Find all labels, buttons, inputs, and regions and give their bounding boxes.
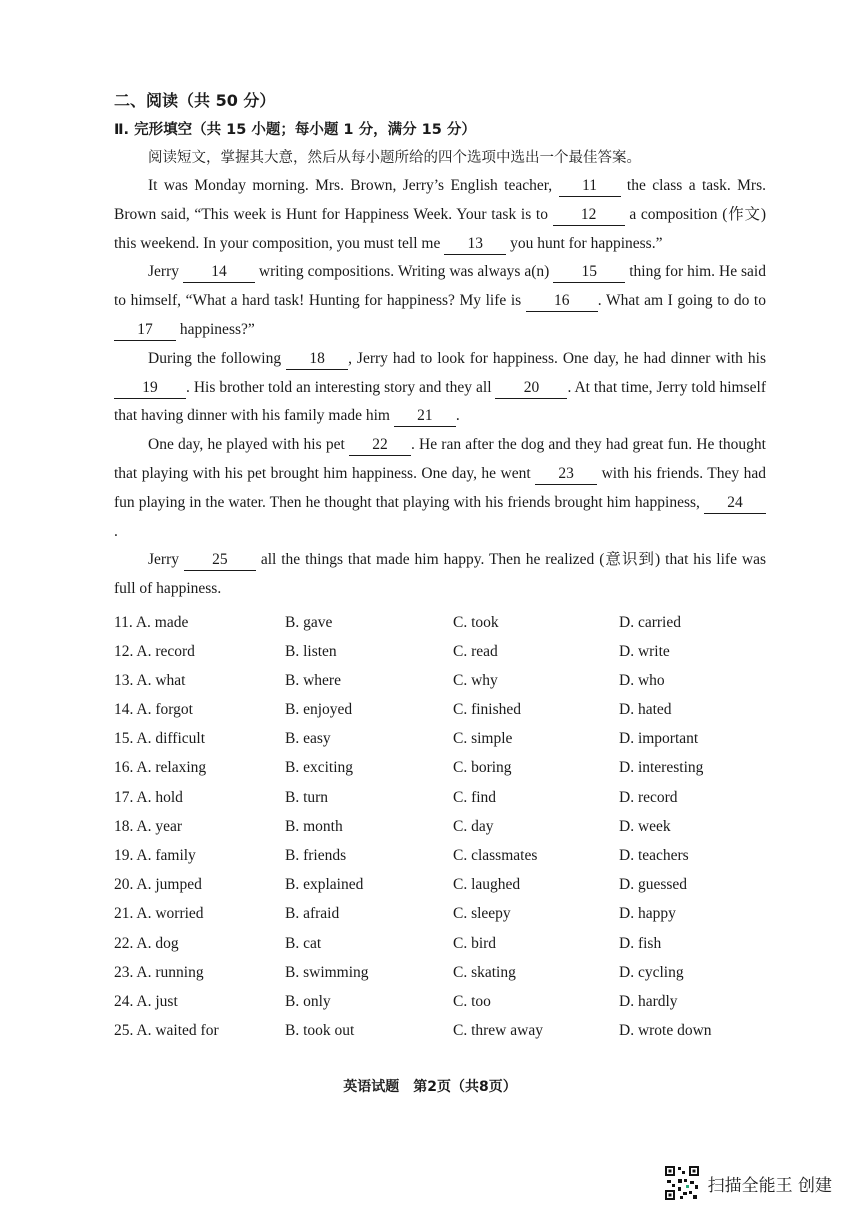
option-a-cell (114, 876, 285, 894)
blank-19: 19 (114, 378, 186, 399)
option-b: B. enjoyed (285, 701, 353, 719)
option-d: D. wrote down (619, 1022, 712, 1040)
option-c: C. simple (453, 730, 513, 748)
option-c: C. skating (453, 963, 516, 981)
question-number: 17. (114, 788, 134, 806)
option-b: B. exciting (285, 759, 354, 777)
option-row-15 (114, 725, 766, 754)
option-d: D. hardly (619, 992, 678, 1010)
passage-text: Jerry (148, 263, 183, 281)
blank-22: 22 (349, 435, 411, 456)
passage-text: . What am I going to do to (597, 292, 766, 310)
option-a: A. worried (136, 905, 204, 923)
option-row-13 (114, 666, 766, 695)
option-a: A. relaxing (136, 759, 207, 777)
option-b: B. easy (285, 730, 331, 748)
option-a: A. waited for (136, 1022, 219, 1040)
passage-text: happiness?” (176, 320, 255, 338)
option-row-18 (114, 812, 766, 841)
option-c: C. find (453, 788, 497, 806)
option-b: B. afraid (285, 905, 340, 923)
instruction: 阅读短文，掌握其大意，然后从每小题所给的四个选项中选出一个最佳答案。 (148, 150, 641, 166)
option-a-cell (114, 935, 285, 953)
blank-20: 20 (495, 378, 567, 399)
question-number: 19. (114, 847, 134, 865)
passage-text: you hunt for happiness.” (506, 234, 663, 252)
passage-paragraph (114, 258, 766, 344)
blank-25: 25 (184, 550, 256, 571)
option-d: D. fish (619, 934, 662, 952)
option-b: B. listen (285, 642, 337, 660)
option-a-cell (114, 643, 285, 661)
option-b: B. turn (285, 788, 329, 806)
passage-text: . (455, 407, 460, 425)
option-d: D. important (619, 730, 699, 748)
question-number: 25. (114, 1022, 134, 1040)
option-a: A. made (135, 613, 189, 631)
question-number: 13. (114, 671, 134, 689)
option-a: A. hold (136, 788, 183, 806)
option-a-cell (114, 701, 285, 719)
option-d: D. guessed (619, 876, 688, 894)
option-d: D. record (619, 788, 678, 806)
question-number: 24. (114, 992, 134, 1010)
option-b: B. took out (285, 1022, 355, 1040)
option-c: C. day (453, 817, 494, 835)
option-row-11 (114, 608, 766, 637)
passage-text: . He ran after the dog and they had great fun. He thought that playing with his pet brought him happiness. One day, he went (114, 436, 766, 482)
passage-text: writing compositions. Writing was always a(n) (254, 263, 554, 281)
passage-text: One day, he played with his pet (148, 436, 349, 454)
watermark-text: 扫描全能王 创建 (707, 1175, 832, 1196)
passage-text: , Jerry had to look for happiness. One day, he had dinner with his (348, 349, 766, 367)
option-a: A. running (136, 963, 204, 981)
option-c: C. too (453, 992, 491, 1010)
option-c: C. laughed (453, 876, 521, 894)
blank-14: 14 (183, 262, 255, 283)
option-a-cell (114, 672, 285, 690)
option-c: C. classmates (453, 847, 538, 865)
option-a-cell (114, 789, 285, 807)
option-a-cell (114, 847, 285, 865)
option-d: D. interesting (619, 759, 704, 777)
option-a-cell (114, 964, 285, 982)
qr-code-icon (664, 1165, 700, 1201)
blank-21: 21 (394, 406, 456, 427)
passage-text: thing for him. He said to himself, “What a hard task! Hunting for happiness? My life is (114, 263, 766, 310)
option-a: A. difficult (136, 730, 205, 748)
question-number: 18. (114, 817, 134, 835)
question-number: 15. (114, 730, 134, 748)
passage-paragraph (114, 431, 766, 546)
blank-16: 16 (526, 291, 598, 312)
option-a: A. just (136, 992, 178, 1010)
option-d: D. week (619, 817, 671, 835)
option-row-23 (114, 958, 766, 987)
option-a-cell (114, 993, 285, 1011)
question-number: 14. (114, 701, 134, 719)
option-row-25 (114, 1017, 766, 1046)
option-c: C. took (453, 613, 499, 631)
option-b: B. gave (285, 613, 333, 631)
option-c: C. finished (453, 701, 522, 719)
passage-text: During the following (148, 349, 287, 367)
blank-23: 23 (535, 464, 597, 485)
option-a-cell (114, 1022, 285, 1040)
blank-24: 24 (704, 493, 766, 514)
option-d: D. hated (619, 701, 672, 719)
subsection-title: Ⅱ. 完形填空（共 15 小题；每小题 1 分，满分 15 分） (114, 122, 476, 138)
question-number: 12. (114, 642, 134, 660)
passage-paragraph (114, 172, 766, 258)
option-a-cell (114, 614, 285, 632)
passage-text: . His brother told an interesting story and they all (186, 378, 496, 396)
option-row-16 (114, 754, 766, 783)
option-row-14 (114, 696, 766, 725)
option-a: A. forgot (136, 701, 193, 719)
option-a-cell (114, 759, 285, 777)
passage-text: . (114, 522, 118, 540)
answer-options (114, 608, 766, 1046)
passage-text: Jerry (148, 551, 184, 569)
passage-paragraph (114, 345, 766, 431)
option-c: C. boring (453, 759, 512, 777)
question-number: 22. (114, 934, 134, 952)
option-row-24 (114, 987, 766, 1016)
option-c: C. sleepy (453, 905, 511, 923)
passage-text: the class a task. Mrs. Brown said, “This week is Hunt for Happiness Week. Your task is to (114, 177, 767, 223)
option-b: B. where (285, 671, 341, 689)
exam-page (114, 88, 766, 1046)
option-d: D. cycling (619, 963, 684, 981)
passage-text: a composition (作文) this weekend. In your composition, you must tell me (114, 205, 767, 252)
blank-17: 17 (114, 320, 176, 341)
question-number: 20. (114, 876, 134, 894)
page-footer: 英语试题 第2页（共8页） (343, 1079, 517, 1095)
option-row-21 (114, 900, 766, 929)
option-a: A. year (136, 817, 183, 835)
option-c: C. why (453, 671, 498, 689)
question-number: 16. (114, 759, 134, 777)
passage-paragraph (114, 546, 766, 604)
passage-text: It was Monday morning. Mrs. Brown, Jerry’s English teacher, (148, 177, 559, 194)
passage-text: . At that time, Jerry told himself that having dinner with his family made him (114, 378, 766, 425)
question-number: 23. (114, 963, 134, 981)
option-d: D. write (619, 642, 670, 660)
section-title: 二、阅读（共 50 分） (114, 91, 276, 110)
option-c: C. bird (453, 934, 497, 952)
option-a: A. what (136, 671, 186, 689)
blank-11: 11 (559, 176, 621, 197)
blank-12: 12 (553, 205, 625, 226)
option-d: D. who (619, 671, 665, 689)
scanner-watermark (664, 1165, 832, 1201)
option-row-20 (114, 871, 766, 900)
option-b: B. explained (285, 876, 364, 894)
option-row-19 (114, 841, 766, 870)
option-row-17 (114, 783, 766, 812)
blank-13: 13 (444, 234, 506, 255)
blank-15: 15 (553, 262, 625, 283)
option-a-cell (114, 905, 285, 923)
option-b: B. month (285, 817, 343, 835)
option-a-cell (114, 818, 285, 836)
passage-text: all the things that made him happy. Then he realized (意识到) that his life was full of happiness. (114, 551, 766, 598)
question-number: 21. (114, 905, 134, 923)
option-a: A. dog (136, 934, 179, 952)
blank-18: 18 (286, 349, 348, 370)
option-b: B. only (285, 992, 331, 1010)
question-number: 11. (114, 613, 133, 631)
option-c: C. threw away (453, 1022, 543, 1040)
option-b: B. friends (285, 847, 347, 865)
cloze-passage (114, 172, 766, 604)
option-a-cell (114, 730, 285, 748)
passage-text: with his friends. They had fun playing in the water. Then he thought that playing with his friends brought him happiness, (114, 464, 767, 511)
option-row-12 (114, 637, 766, 666)
option-b: B. swimming (285, 963, 369, 981)
option-a: A. family (136, 847, 196, 865)
option-b: B. cat (285, 934, 322, 952)
option-a: A. jumped (136, 876, 202, 894)
option-c: C. read (453, 642, 498, 660)
option-a: A. record (136, 642, 195, 660)
option-row-22 (114, 929, 766, 958)
option-d: D. teachers (619, 847, 689, 865)
option-d: D. happy (619, 905, 676, 923)
option-d: D. carried (619, 613, 681, 631)
